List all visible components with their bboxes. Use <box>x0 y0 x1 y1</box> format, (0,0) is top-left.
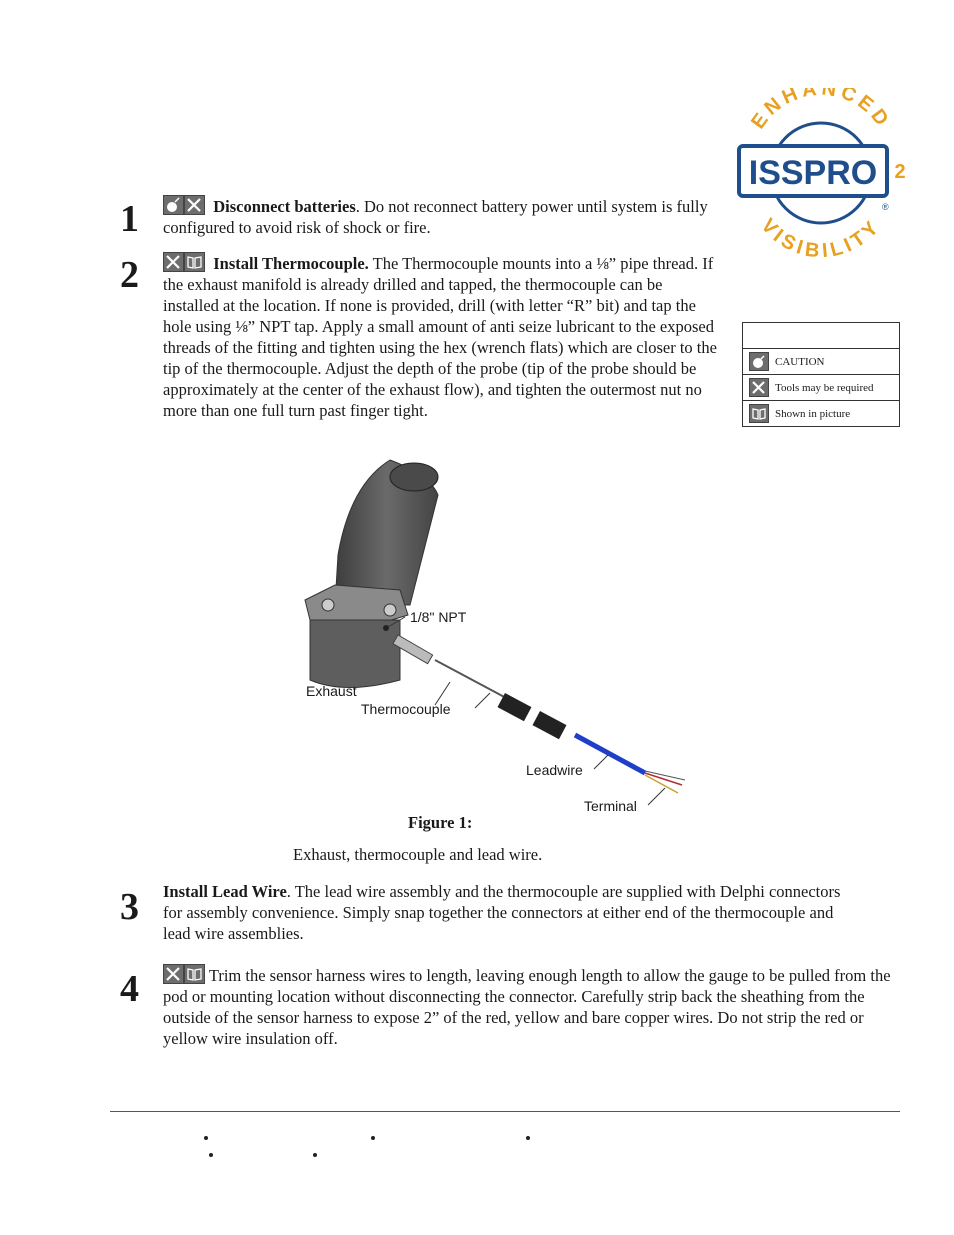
legend-row-tools <box>743 374 899 400</box>
tools-icon <box>163 252 184 272</box>
bomb-icon <box>749 352 769 371</box>
tools-icon <box>163 964 184 984</box>
tools-icon <box>749 378 769 397</box>
legend-label: Tools may be required <box>775 381 874 394</box>
footer-dots <box>195 1133 555 1163</box>
figure-title: Figure 1: <box>408 813 473 832</box>
step-4-body: Trim the sensor harness wires to length, leaving enough length to allow the gauge to be pulled from the pod or mounting location without disconnecting the connector. Carefully strip back the sheathing from the outside of the sensor harness to expose 2” of the red, yellow and bare copper wires. Do not strip the red or yellow wire insulation off. <box>163 966 891 1048</box>
step-2-number: 2 <box>120 254 139 296</box>
footer-rule <box>110 1111 900 1112</box>
step-1-title: Disconnect batteries <box>213 197 356 216</box>
step-2-title: Install Thermocouple. <box>213 254 369 273</box>
legend-header <box>743 323 899 348</box>
step-3-text <box>163 881 863 944</box>
logo-brand: ISSPRO <box>748 154 878 192</box>
logo-bottom-arc: VISIBILITY <box>756 214 886 258</box>
book-icon <box>184 964 205 984</box>
svg-text:ENHANCED <box>747 88 895 133</box>
tools-icon <box>184 195 205 215</box>
figure-1 <box>290 455 700 820</box>
step-3-body: . The lead wire assembly and the thermocouple are supplied with Delphi connectors for assembly convenience. Simply snap together the connectors at either end of the thermocouple and lead wire assemblies. <box>163 882 841 943</box>
logo-registered: ® <box>882 202 889 212</box>
legend-label: CAUTION <box>775 355 825 368</box>
bomb-icon <box>163 195 184 215</box>
step-2-body: The Thermocouple mounts into a ⅛” pipe thread. If the exhaust manifold is already drilled and tapped, the thermocouple can be installed at the location. If none is provided, drill (with letter “R” bit) and tap the hole using ⅛” NPT tap. Apply a small amount of anti seize lubricant to the exposed threads of the fitting and tighten using the hex (wrench flats) which are closer to the tip of the thermocouple. Adjust the depth of the probe (tip of the probe should be approximately at the center of the exhaust flow), and tighten the outermost nut no more than one full turn past finger tight. <box>163 254 717 420</box>
legend-row-picture <box>743 400 899 426</box>
label-thermocouple: Thermocouple <box>361 701 451 717</box>
step-2-text <box>163 252 720 421</box>
isspro-logo <box>735 88 910 258</box>
figure-caption: Exhaust, thermocouple and lead wire. <box>293 845 543 864</box>
svg-text:VISIBILITY <box>756 215 885 258</box>
label-npt: 1/8" NPT <box>410 609 467 625</box>
step-1-number: 1 <box>120 198 139 240</box>
book-icon <box>184 252 205 272</box>
step-3-title: Install Lead Wire <box>163 882 287 901</box>
label-exhaust: Exhaust <box>306 683 357 699</box>
logo-graphic <box>735 88 910 258</box>
step-1-title-suffix: . <box>355 197 360 216</box>
logo-top-arc: ENHANCED <box>747 88 895 134</box>
step-1-text <box>163 195 718 238</box>
step-4-number: 4 <box>120 968 139 1010</box>
icon-legend <box>742 322 900 427</box>
step-1-body: Do not reconnect battery power until system is fully configured to avoid risk of shock or fire. <box>163 197 708 237</box>
exhaust-thermocouple-illustration <box>290 455 700 820</box>
book-icon <box>749 404 769 423</box>
legend-row-caution <box>743 348 899 374</box>
label-leadwire: Leadwire <box>526 762 583 778</box>
step-3-number: 3 <box>120 886 139 928</box>
step-4-text <box>163 964 898 1049</box>
logo-version: 2 <box>894 161 906 183</box>
label-terminal: Terminal <box>584 798 637 814</box>
legend-label: Shown in picture <box>775 407 851 420</box>
